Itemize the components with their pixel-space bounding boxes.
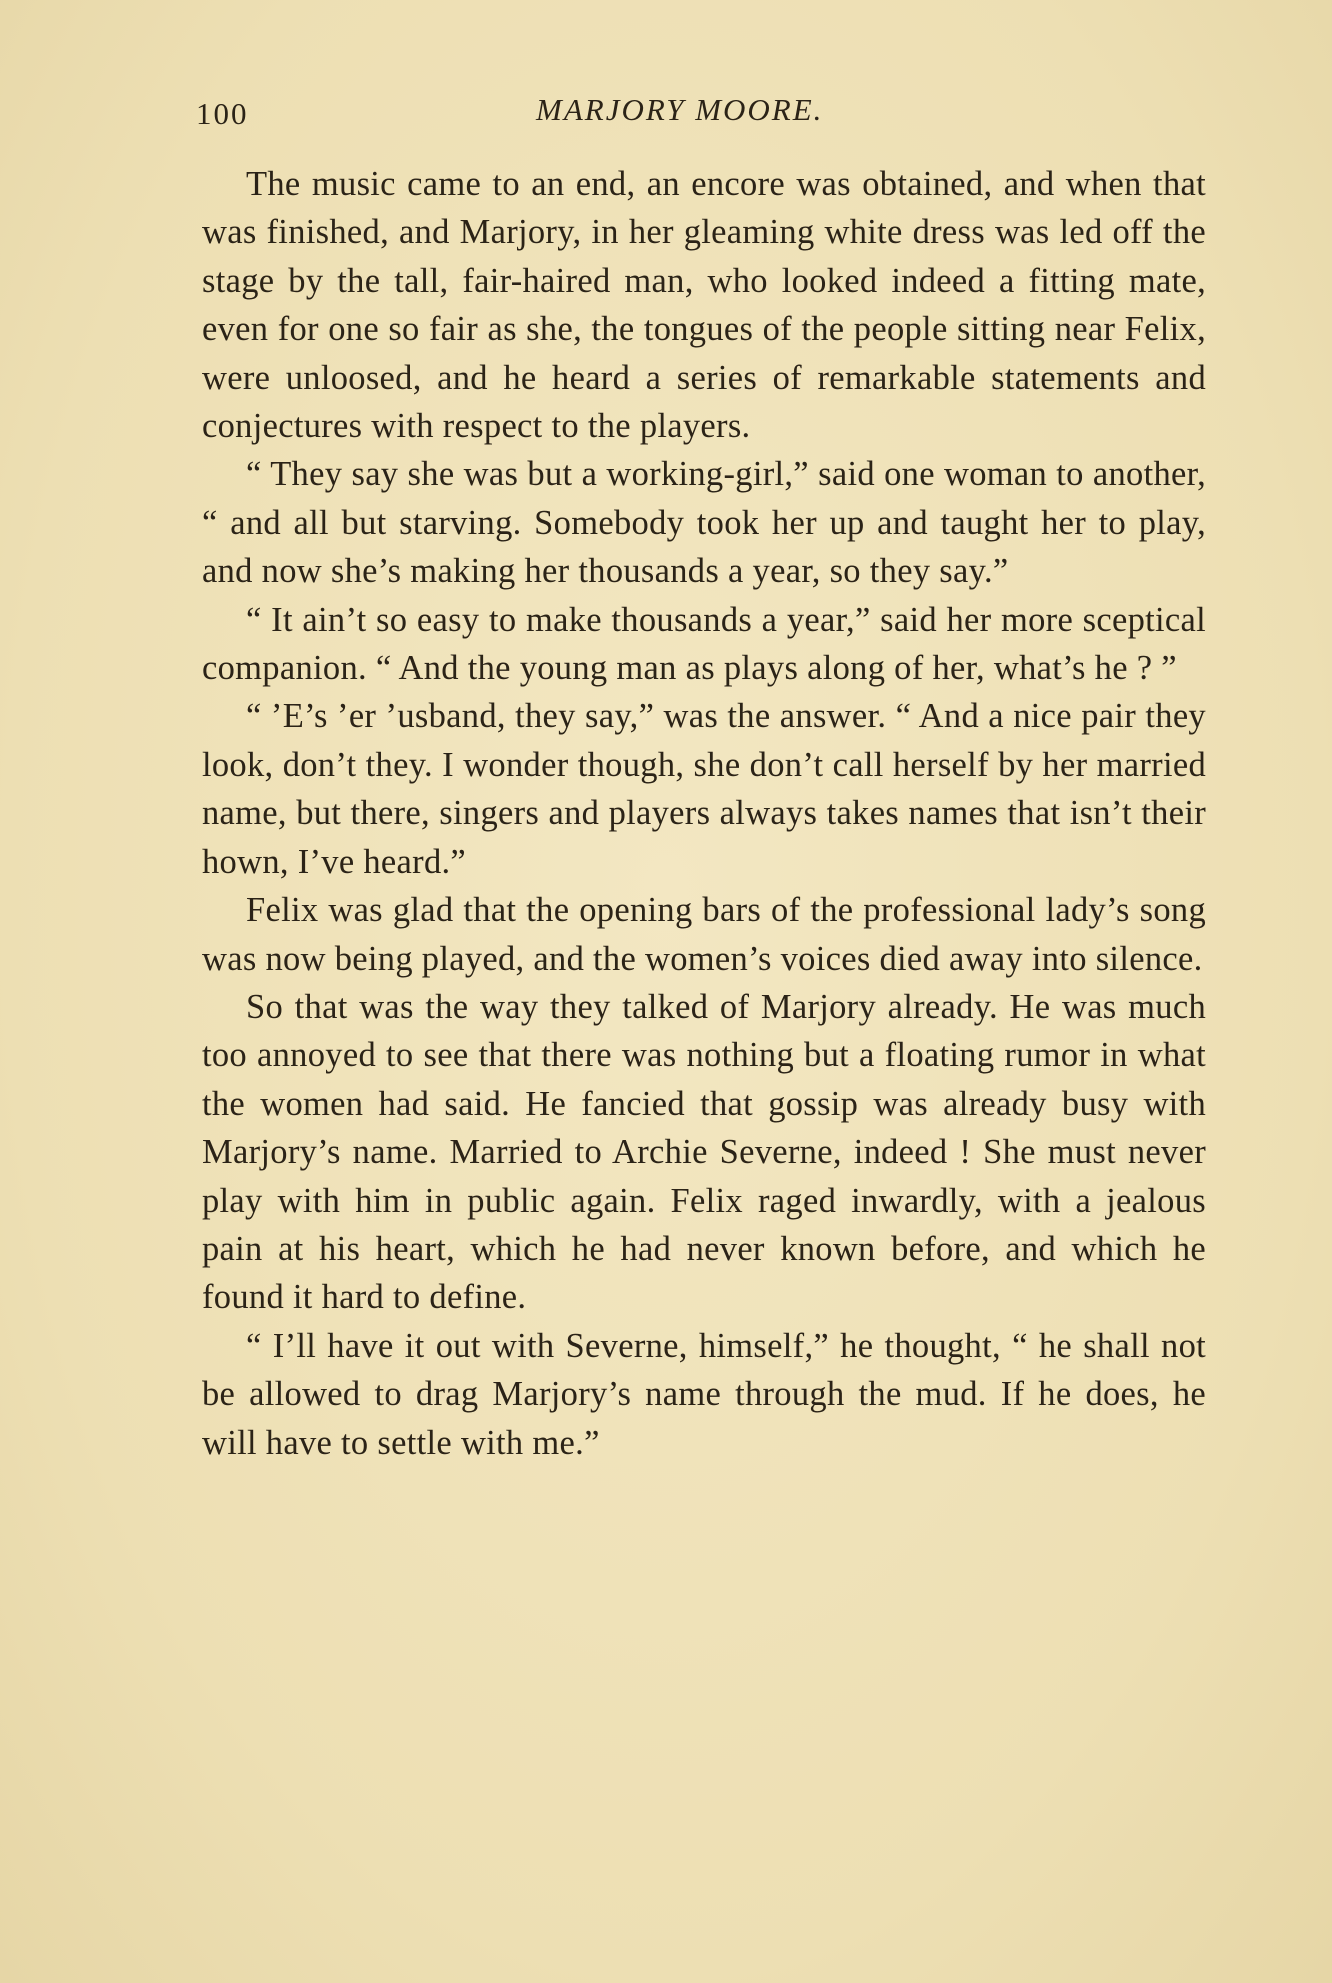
- page-number: 100: [196, 96, 249, 131]
- paragraph: “ ’E’s ’er ’usband, they say,” was the answer. “ And a nice pair they look, don’t they. I wonder though, she don’t call herself by her married name, but there, singers and players always takes names that isn’t their hown, I’ve heard.”: [202, 697, 1206, 881]
- paragraph: So that was the way they talked of Marjory already. He was much too annoyed to see that there was nothing but a floating rumor in what the women had said. He fancied that gossip was already busy with Marjory’s name. Married to Archie Severne, indeed ! She must never play with him in public again. Felix raged inwardly, with a jealous pain at his heart, which he had never known before, and which he found it hard to define.: [202, 987, 1206, 1317]
- body-text: [202, 160, 1206, 1467]
- running-title: MARJORY MOORE.: [536, 92, 824, 127]
- paragraph: “ It ain’t so easy to make thousands a year,” said her more sceptical companion. “ And the young man as plays along of her, what’s he ? ”: [202, 600, 1206, 688]
- paragraph: “ They say she was but a working-girl,” said one woman to another, “ and all but starving. Somebody took her up and taught her to play, and now she’s making her thousands a year, so they say.”: [202, 455, 1206, 591]
- paragraph: Felix was glad that the opening bars of the professional lady’s song was now being played, and the women’s voices died away into silence.: [202, 891, 1206, 978]
- paragraph: The music came to an end, an encore was obtained, and when that was finished, and Marjory, in her gleaming white dress was led off the stage by the tall, fair-haired man, who looked indeed a fitting mate, even for one so fair as she, the tongues of the people sitting near Felix, were unloosed, and he heard a series of remarkable statements and conjectures with respect to the players.: [202, 165, 1206, 446]
- running-head: [196, 92, 1200, 138]
- paragraph: “ I’ll have it out with Severne, himself,” he thought, “ he shall not be allowed to drag Marjory’s name through the mud. If he does, he will have to settle with me.”: [202, 1326, 1206, 1462]
